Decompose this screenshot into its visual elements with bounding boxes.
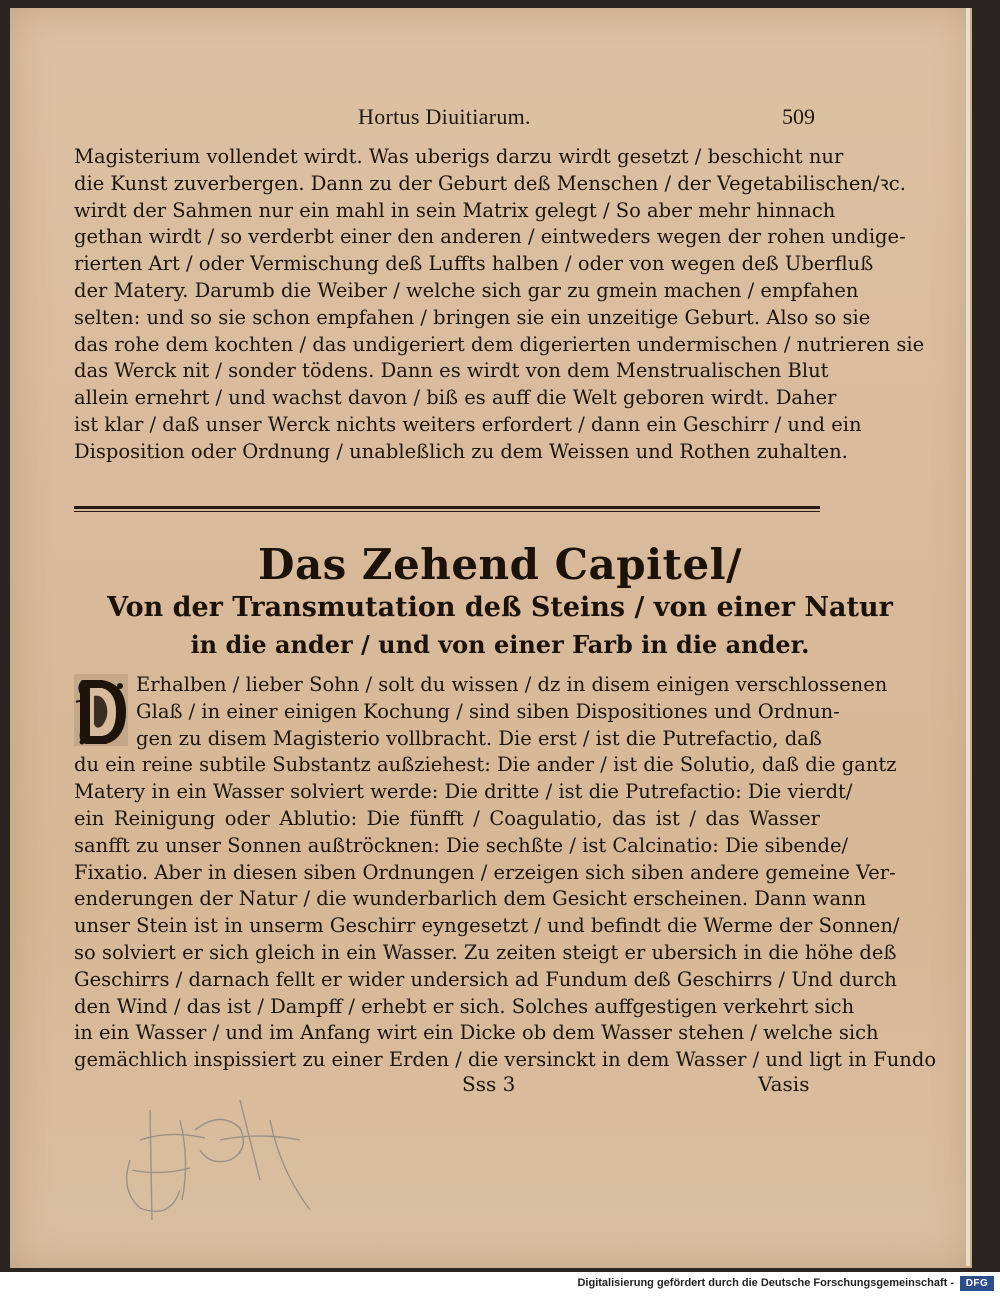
text-line: allein ernehrt / und wachst davon / biß es auff die Welt geboren wirdt. Daher [74, 386, 837, 410]
text-line: Geschirrs / darnach fellt er wider undersich ad Fundum deß Geschirrs / Und durch [74, 967, 897, 991]
funding-credit: Digitalisierung gefördert durch die Deutsche Forschungsgemeinschaft - [577, 1277, 954, 1289]
text-line: das rohe dem kochten / das undigeriert dem digerierten undermischen / nutrieren sie [74, 332, 925, 356]
text-line: ist klar / daß unser Werck nichts weiters erfordert / dann ein Geschirr / und ein [74, 412, 862, 436]
text-line: Erhalben / lieber Sohn / solt du wissen / dz in disem einigen verschlossenen [136, 673, 888, 696]
section-rule [74, 506, 820, 509]
text-line: unser Stein ist in unserm Geschirr eyngesetzt / und befindt die Werme der Sonnen/ [74, 914, 900, 938]
catchword: Vasis [758, 1072, 810, 1096]
library-pencil-mark-icon [110, 1080, 330, 1230]
text-line: Disposition oder Ordnung / unableßlich zu dem Weissen und Rothen zuhalten. [74, 439, 848, 463]
text-line: den Wind / das ist / Dampff / erhebt er sich. Solches auffgestigen verkehrt sich [74, 994, 855, 1018]
text-line: Matery in ein Wasser solviert werde: Die dritte / ist die Putrefactio: Die vierdt/ [74, 780, 853, 804]
text-line: Fixatio. Aber in diesen siben Ordnungen / erzeigen sich siben andere gemeine Ver- [74, 860, 896, 884]
text-line: enderungen der Natur / die wunderbarlich dem Gesicht erscheinen. Dann wann [74, 887, 867, 911]
text-line: selten: und so sie schon empfahen / bringen sie ein unzeitige Geburt. Also so sie [74, 305, 871, 329]
text-line: der Matery. Darumb die Weiber / welche sich gar zu gmein machen / empfahen [74, 278, 859, 302]
viewer-footer [0, 1272, 1000, 1296]
text-line: Magisterium vollendet wirdt. Was uberigs darzu wirdt gesetzt / beschicht nur [74, 145, 844, 168]
text-block-top [74, 144, 925, 466]
text-line: gethan wirdt / so verderbt einer den anderen / eintweders wegen der rohen undige- [74, 225, 906, 249]
text-line: so solviert er sich gleich in ein Wasser. Zu zeiten steigt er ubersich in die höhe deß [74, 940, 897, 964]
running-head [0, 104, 1000, 134]
text-line: gemächlich inspissiert zu einer Erden / die versinckt in dem Wasser / und ligt in Fundo [74, 1048, 937, 1072]
chapter-subtitle-line-1: Von der Transmutation deß Steins / von einer Natur [107, 592, 893, 623]
section-rule-thin [74, 511, 820, 512]
chapter-title: Das Zehend Capitel/ [258, 540, 742, 589]
text-line: die Kunst zuverbergen. Dann zu der Geburt deß Menschen / der Vegetabilischen/ꝛc. [74, 171, 906, 195]
running-title: Hortus Diuitiarum. [358, 104, 531, 129]
text-line: rierten Art / oder Vermischung deß Luffts halben / oder von wegen deß Uberfluß [74, 252, 874, 276]
page-number: 509 [782, 104, 815, 129]
text-line: gen zu disem Magisterio vollbracht. Die erst / ist die Putrefactio, daß [136, 726, 822, 750]
text-line: wirdt der Sahmen nur ein mahl in sein Matrix gelegt / So aber mehr hinnach [74, 198, 836, 222]
dfg-logo-icon[interactable]: DFG [960, 1276, 994, 1291]
chapter-subtitle-line-2: in die ander / und von einer Farb in die ander. [190, 630, 810, 659]
signature-mark: Sss 3 [462, 1072, 516, 1096]
text-line: du ein reine subtile Substantz außziehest: Die ander / ist die Solutio, daß die gantz [74, 753, 897, 777]
text-line: sanfft zu unser Sonnen außtröcknen: Die sechßte / ist Calcinatio: Die sibende/ [74, 833, 849, 857]
text-line: ein Reinigung oder Ablutio: Die fünfft / Coagulatio, das ist / das Wasser [74, 806, 820, 830]
text-block-chapter [74, 672, 937, 1074]
text-line: das Werck nit / sonder tödens. Dann es wirdt von dem Menstrualischen Blut [74, 359, 829, 383]
text-line: in ein Wasser / und im Anfang wirt ein Dicke ob dem Wasser stehen / welche sich [74, 1021, 879, 1045]
text-line: Glaß / in einer einigen Kochung / sind siben Dispositiones und Ordnun- [136, 699, 840, 723]
